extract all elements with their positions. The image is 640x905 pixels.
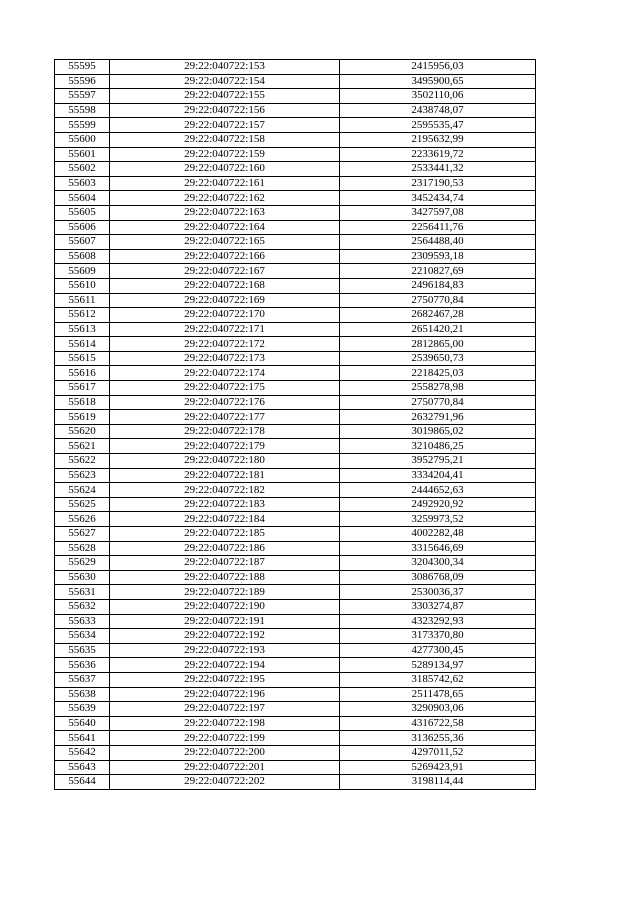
row-number-cell: 55635 — [55, 643, 110, 658]
row-number-cell: 55623 — [55, 468, 110, 483]
table-row — [55, 176, 536, 191]
cadastral-number-cell: 29:22:040722:177 — [110, 410, 340, 425]
table-row — [55, 599, 536, 614]
cadastral-number-cell: 29:22:040722:201 — [110, 760, 340, 775]
table-row — [55, 570, 536, 585]
row-number-cell: 55640 — [55, 716, 110, 731]
cadastral-number-cell: 29:22:040722:178 — [110, 424, 340, 439]
row-number-cell: 55595 — [55, 60, 110, 75]
table-row — [55, 132, 536, 147]
table-row — [55, 745, 536, 760]
cadastral-number-cell: 29:22:040722:187 — [110, 556, 340, 571]
table-row — [55, 395, 536, 410]
cadastral-number-cell: 29:22:040722:163 — [110, 205, 340, 220]
table-row — [55, 614, 536, 629]
cadastral-number-cell: 29:22:040722:182 — [110, 483, 340, 498]
table-row — [55, 731, 536, 746]
row-number-cell: 55620 — [55, 424, 110, 439]
table-row — [55, 585, 536, 600]
cadastral-number-cell: 29:22:040722:162 — [110, 191, 340, 206]
table-row — [55, 672, 536, 687]
table-row — [55, 89, 536, 104]
row-number-cell: 55621 — [55, 439, 110, 454]
cadastral-value-cell: 5289134,97 — [340, 658, 536, 673]
row-number-cell: 55619 — [55, 410, 110, 425]
cadastral-value-cell: 2218425,03 — [340, 366, 536, 381]
cadastral-value-cell: 4002282,48 — [340, 527, 536, 542]
cadastral-number-cell: 29:22:040722:183 — [110, 497, 340, 512]
table-row — [55, 468, 536, 483]
row-number-cell: 55634 — [55, 629, 110, 644]
table-row — [55, 191, 536, 206]
row-number-cell: 55608 — [55, 249, 110, 264]
row-number-cell: 55629 — [55, 556, 110, 571]
row-number-cell: 55617 — [55, 381, 110, 396]
row-number-cell: 55642 — [55, 745, 110, 760]
cadastral-number-cell: 29:22:040722:193 — [110, 643, 340, 658]
table-row — [55, 293, 536, 308]
cadastral-number-cell: 29:22:040722:180 — [110, 454, 340, 469]
cadastral-number-cell: 29:22:040722:188 — [110, 570, 340, 585]
cadastral-value-cell: 4297011,52 — [340, 745, 536, 760]
table-row — [55, 716, 536, 731]
table-row — [55, 249, 536, 264]
cadastral-number-cell: 29:22:040722:179 — [110, 439, 340, 454]
row-number-cell: 55600 — [55, 132, 110, 147]
cadastral-value-cell: 2595535,47 — [340, 118, 536, 133]
cadastral-value-cell: 3315646,69 — [340, 541, 536, 556]
cadastral-number-cell: 29:22:040722:165 — [110, 235, 340, 250]
row-number-cell: 55633 — [55, 614, 110, 629]
cadastral-value-cell: 3198114,44 — [340, 775, 536, 790]
table-row — [55, 308, 536, 323]
row-number-cell: 55598 — [55, 103, 110, 118]
row-number-cell: 55636 — [55, 658, 110, 673]
cadastral-number-cell: 29:22:040722:156 — [110, 103, 340, 118]
cadastral-value-cell: 2317190,53 — [340, 176, 536, 191]
cadastral-number-cell: 29:22:040722:191 — [110, 614, 340, 629]
cadastral-value-cell: 2492920,92 — [340, 497, 536, 512]
table-row — [55, 775, 536, 790]
cadastral-value-cell: 2438748,07 — [340, 103, 536, 118]
cadastral-value-cell: 4323292,93 — [340, 614, 536, 629]
row-number-cell: 55615 — [55, 351, 110, 366]
cadastral-number-cell: 29:22:040722:166 — [110, 249, 340, 264]
cadastral-value-cell: 3303274,87 — [340, 599, 536, 614]
row-number-cell: 55625 — [55, 497, 110, 512]
table-row — [55, 410, 536, 425]
cadastral-value-cell: 2564488,40 — [340, 235, 536, 250]
cadastral-number-cell: 29:22:040722:175 — [110, 381, 340, 396]
cadastral-value-cell: 2444652,63 — [340, 483, 536, 498]
table-row — [55, 337, 536, 352]
table-row — [55, 439, 536, 454]
cadastral-value-cell: 2539650,73 — [340, 351, 536, 366]
row-number-cell: 55622 — [55, 454, 110, 469]
cadastral-number-cell: 29:22:040722:197 — [110, 702, 340, 717]
cadastral-number-cell: 29:22:040722:176 — [110, 395, 340, 410]
cadastral-value-cell: 2233619,72 — [340, 147, 536, 162]
table-row — [55, 658, 536, 673]
row-number-cell: 55638 — [55, 687, 110, 702]
table-row — [55, 556, 536, 571]
row-number-cell: 55631 — [55, 585, 110, 600]
cadastral-value-cell: 3334204,41 — [340, 468, 536, 483]
cadastral-number-cell: 29:22:040722:174 — [110, 366, 340, 381]
cadastral-number-cell: 29:22:040722:195 — [110, 672, 340, 687]
cadastral-number-cell: 29:22:040722:169 — [110, 293, 340, 308]
table-row — [55, 424, 536, 439]
table-row — [55, 351, 536, 366]
cadastral-number-cell: 29:22:040722:168 — [110, 278, 340, 293]
row-number-cell: 55597 — [55, 89, 110, 104]
table-row — [55, 74, 536, 89]
table-row — [55, 235, 536, 250]
row-number-cell: 55643 — [55, 760, 110, 775]
cadastral-number-cell: 29:22:040722:171 — [110, 322, 340, 337]
cadastral-value-cell: 3259973,52 — [340, 512, 536, 527]
row-number-cell: 55637 — [55, 672, 110, 687]
cadastral-number-cell: 29:22:040722:184 — [110, 512, 340, 527]
cadastral-number-cell: 29:22:040722:189 — [110, 585, 340, 600]
cadastral-value-cell: 2309593,18 — [340, 249, 536, 264]
row-number-cell: 55612 — [55, 308, 110, 323]
cadastral-value-cell: 2256411,76 — [340, 220, 536, 235]
table-row — [55, 702, 536, 717]
table-row — [55, 454, 536, 469]
table-row — [55, 60, 536, 75]
cadastral-value-cell: 2511478,65 — [340, 687, 536, 702]
table-row — [55, 162, 536, 177]
cadastral-value-cell: 2750770,84 — [340, 395, 536, 410]
cadastral-value-cell: 2632791,96 — [340, 410, 536, 425]
table-row — [55, 497, 536, 512]
cadastral-value-cell: 3502110,06 — [340, 89, 536, 104]
cadastral-number-cell: 29:22:040722:155 — [110, 89, 340, 104]
row-number-cell: 55606 — [55, 220, 110, 235]
cadastral-value-cell: 3136255,36 — [340, 731, 536, 746]
cadastral-value-cell: 2530036,37 — [340, 585, 536, 600]
row-number-cell: 55624 — [55, 483, 110, 498]
cadastral-number-cell: 29:22:040722:181 — [110, 468, 340, 483]
row-number-cell: 55609 — [55, 264, 110, 279]
row-number-cell: 55616 — [55, 366, 110, 381]
cadastral-number-cell: 29:22:040722:173 — [110, 351, 340, 366]
cadastral-value-cell: 3019865,02 — [340, 424, 536, 439]
table-row — [55, 220, 536, 235]
table-body — [55, 60, 536, 790]
table-row — [55, 687, 536, 702]
cadastral-value-cell: 2558278,98 — [340, 381, 536, 396]
table-row — [55, 629, 536, 644]
cadastral-value-cell: 4277300,45 — [340, 643, 536, 658]
cadastral-number-cell: 29:22:040722:194 — [110, 658, 340, 673]
row-number-cell: 55602 — [55, 162, 110, 177]
row-number-cell: 55613 — [55, 322, 110, 337]
cadastral-number-cell: 29:22:040722:199 — [110, 731, 340, 746]
cadastral-value-cell: 3086768,09 — [340, 570, 536, 585]
cadastral-number-cell: 29:22:040722:198 — [110, 716, 340, 731]
table-row — [55, 205, 536, 220]
table-row — [55, 643, 536, 658]
row-number-cell: 55639 — [55, 702, 110, 717]
table-row — [55, 322, 536, 337]
row-number-cell: 55628 — [55, 541, 110, 556]
cadastral-value-cell: 3204300,34 — [340, 556, 536, 571]
cadastral-value-cell: 3452434,74 — [340, 191, 536, 206]
cadastral-value-cell: 2750770,84 — [340, 293, 536, 308]
cadastral-value-cell: 4316722,58 — [340, 716, 536, 731]
cadastral-value-cell: 2195632,99 — [340, 132, 536, 147]
row-number-cell: 55599 — [55, 118, 110, 133]
row-number-cell: 55601 — [55, 147, 110, 162]
cadastral-number-cell: 29:22:040722:192 — [110, 629, 340, 644]
table-row — [55, 118, 536, 133]
cadastral-number-cell: 29:22:040722:157 — [110, 118, 340, 133]
row-number-cell: 55641 — [55, 731, 110, 746]
table-row — [55, 512, 536, 527]
table-row — [55, 760, 536, 775]
cadastral-number-cell: 29:22:040722:185 — [110, 527, 340, 542]
cadastral-number-cell: 29:22:040722:170 — [110, 308, 340, 323]
cadastral-value-cell: 5269423,91 — [340, 760, 536, 775]
cadastral-value-cell: 2496184,83 — [340, 278, 536, 293]
cadastral-number-cell: 29:22:040722:167 — [110, 264, 340, 279]
row-number-cell: 55603 — [55, 176, 110, 191]
cadastral-number-cell: 29:22:040722:172 — [110, 337, 340, 352]
row-number-cell: 55614 — [55, 337, 110, 352]
cadastral-number-cell: 29:22:040722:159 — [110, 147, 340, 162]
row-number-cell: 55626 — [55, 512, 110, 527]
cadastral-value-cell: 3952795,21 — [340, 454, 536, 469]
table-row — [55, 483, 536, 498]
cadastral-value-cell: 2415956,03 — [340, 60, 536, 75]
cadastral-number-cell: 29:22:040722:154 — [110, 74, 340, 89]
row-number-cell: 55611 — [55, 293, 110, 308]
row-number-cell: 55610 — [55, 278, 110, 293]
cadastral-number-cell: 29:22:040722:200 — [110, 745, 340, 760]
cadastral-number-cell: 29:22:040722:158 — [110, 132, 340, 147]
table-row — [55, 147, 536, 162]
row-number-cell: 55627 — [55, 527, 110, 542]
cadastral-value-cell: 2651420,21 — [340, 322, 536, 337]
cadastral-number-cell: 29:22:040722:153 — [110, 60, 340, 75]
cadastral-value-cell: 2682467,28 — [340, 308, 536, 323]
row-number-cell: 55644 — [55, 775, 110, 790]
cadastral-value-cell: 3290903,06 — [340, 702, 536, 717]
cadastral-number-cell: 29:22:040722:190 — [110, 599, 340, 614]
cadastral-value-cell: 2210827,69 — [340, 264, 536, 279]
cadastral-value-cell: 3210486,25 — [340, 439, 536, 454]
cadastral-value-cell: 3427597,08 — [340, 205, 536, 220]
row-number-cell: 55605 — [55, 205, 110, 220]
table-row — [55, 381, 536, 396]
cadastral-number-cell: 29:22:040722:196 — [110, 687, 340, 702]
table-row — [55, 278, 536, 293]
table-row — [55, 527, 536, 542]
table-row — [55, 103, 536, 118]
cadastral-number-cell: 29:22:040722:202 — [110, 775, 340, 790]
row-number-cell: 55596 — [55, 74, 110, 89]
cadastral-value-cell: 2812865,00 — [340, 337, 536, 352]
row-number-cell: 55630 — [55, 570, 110, 585]
row-number-cell: 55632 — [55, 599, 110, 614]
row-number-cell: 55604 — [55, 191, 110, 206]
cadastral-value-table — [54, 59, 536, 790]
cadastral-value-cell: 3173370,80 — [340, 629, 536, 644]
cadastral-number-cell: 29:22:040722:161 — [110, 176, 340, 191]
cadastral-number-cell: 29:22:040722:164 — [110, 220, 340, 235]
table-row — [55, 541, 536, 556]
cadastral-value-cell: 3185742,62 — [340, 672, 536, 687]
table-row — [55, 366, 536, 381]
table-row — [55, 264, 536, 279]
cadastral-value-cell: 2533441,32 — [340, 162, 536, 177]
row-number-cell: 55618 — [55, 395, 110, 410]
cadastral-number-cell: 29:22:040722:160 — [110, 162, 340, 177]
row-number-cell: 55607 — [55, 235, 110, 250]
cadastral-number-cell: 29:22:040722:186 — [110, 541, 340, 556]
cadastral-value-cell: 3495900,65 — [340, 74, 536, 89]
